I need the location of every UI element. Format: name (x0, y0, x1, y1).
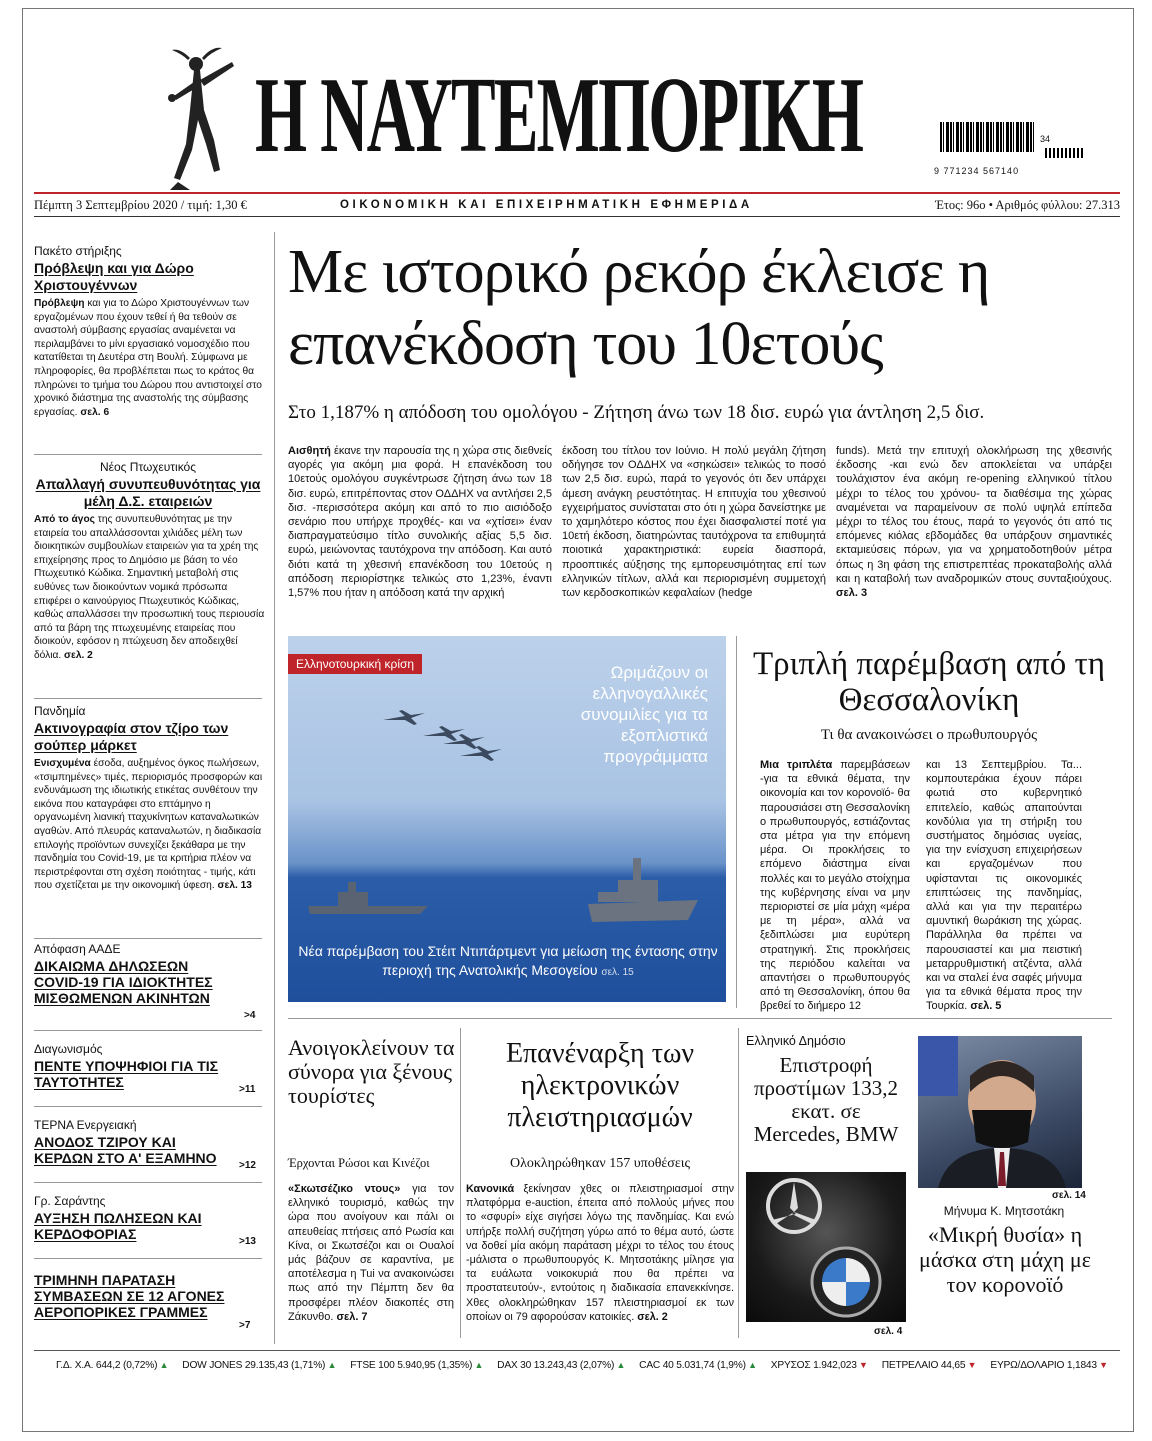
main-headline[interactable]: Με ιστορικό ρεκόρ έκλεισε η επανέκδοση του 10ετούς (288, 238, 990, 378)
divider (34, 698, 262, 699)
kicker: ΤΕΡΝΑ Ενεργειακή (34, 1118, 137, 1132)
masthead-title: Η ΝΑΥΤΕΜΠΟΡΙΚΗ (255, 56, 863, 175)
borders-subhead: Έρχονται Ρώσοι και Κινέζοι (288, 1156, 430, 1170)
ticker-item (350, 1360, 483, 1378)
sidebar-story-2 (34, 460, 266, 663)
kicker: Απόφαση ΑΑΔΕ (34, 942, 121, 956)
ticker-value: 5.940,95 (1,35%) (397, 1360, 473, 1371)
thess-headline[interactable]: Τριπλή παρέμβαση από τη Θεσσαλονίκη (753, 646, 1105, 718)
date-price: Πέμπτη 3 Σεπτεμβρίου 2020 / τιμή: 1,30 € (34, 198, 247, 212)
car-logos-photo (746, 1172, 906, 1322)
mercedes-bmw-logo-icon (746, 1172, 906, 1322)
story-body: Από το άγος της συνυπευθυνότητας με την εταιρεία του απαλλάσσονται χιλιάδες μέλη των διοικητικών συμβουλίων εταιρειών για τα χρέη της επιχείρησης προς το Δημόσιο με βάση το νέο Πτωχευτικό Κώδικα. Σημαντική μεταβολή στις ευθύνες των διοικούντων νομικά πρόσωπα επιφέρει ο καινούργιος Πτωχευτικός Κώδικας, καθώς απαλλάσσει την προσωπική τους περιουσία από τα βάρη της πτωχευμένης εταιρείας που διοικούν, εφόσον η πτώχευση δεν αποδειχθεί δόλια. σελ. 2 (34, 513, 265, 661)
up-arrow-icon: ▲ (614, 1360, 626, 1370)
sidebar-brief-2[interactable] (34, 1042, 266, 1095)
kicker: Γρ. Σαράντης (34, 1194, 106, 1208)
page-ref: >13 (239, 1236, 256, 1247)
up-arrow-icon: ▲ (745, 1360, 757, 1370)
borders-headline[interactable]: Ανοιγοκλείνουν τα σύνορα για ξένους τουρίστες (288, 1035, 455, 1108)
main-col-3: funds). Μετά την επιτυχή ολοκλήρωση της χθεσινής έκδοσης -και ενώ δεν αποκλείεται να υπάρξει τουλάχιστον ένα ακόμη re-opening ελληνικού τίτλου μέχρι το τέλος του χρόνου- τα διαθέσιμα της χώρας αναμένεται να παραμείνουν σε πολύ υψηλά επίπεδα μέχρι το τέλος του έτους, παρά το γεγονός ότι από τις επόμενες κιόλας εβδομάδες θα υπάρξουν σημαντικές εκταμιεύσεις πόρων, για να χρηματοδοτηθούν μέτρα όπως η 3η φάση της επιστρεπτέας προκαταβολής αλλά και η καταβολή των αναδρομικών στους συνταξιούχους. σελ. 3 (836, 445, 1112, 600)
sidebar-brief-3[interactable] (34, 1118, 266, 1171)
story-headline[interactable]: Πρόβλεψη και για Δώρο Χριστουγέννων (34, 260, 194, 293)
pm-kicker: Μήνυμα Κ. Μητσοτάκη (943, 1204, 1065, 1218)
sidebar-brief-5[interactable] (34, 1272, 266, 1331)
page-ref: >12 (239, 1160, 256, 1171)
brief-headline[interactable]: ΤΡΙΜΗΝΗ ΠΑΡΑΤΑΣΗ ΣΥΜΒΑΣΕΩΝ ΣΕ 12 ΑΓΟΝΕΣ ΑΕΡΟΠΟΡΙΚΕΣ ΓΡΑΜΜΕΣ (34, 1272, 225, 1320)
ticker-label: Γ.Δ. Χ.Α. (56, 1360, 96, 1371)
photo-banner: Ελληνοτουρκική κρίση (288, 654, 422, 674)
divider (34, 1182, 262, 1183)
ticker-value: 5.031,74 (1,9%) (676, 1360, 746, 1371)
ticker-label: ΕΥΡΩ/ΔΟΛΑΡΙΟ (990, 1360, 1067, 1371)
thess-subhead: Τι θα ανακοινώσει ο πρωθυπουργός (820, 727, 1038, 743)
pm-headline[interactable]: «Μικρή θυσία» η μάσκα στη μάχη με τον κορονοϊό (919, 1222, 1091, 1297)
thess-col-2: και 13 Σεπτεμβρίου. Τα... κομπουτεράκια έχουν πάρει φωτιά στο κυβερνητικό επιτελείο, καθώς απαιτούνται κονδύλια για τη στήριξη του συστήματος δημόσιας υγείας, για την ενίσχυση επιχειρήσεων και εργαζομένων που υφίστανται τις οικονομικές επιπτώσεις της πανδημίας, αλλά και για την περαιτέρω αμυντική θωράκιση της χώρας. Παράλληλα θα πρέπει να παρουσιαστεί και μια πειστική μεταρρυθμιστική ατζέντα, αλλά και να σταλεί ένα σαφές μήνυμα για τα εθνικά θέματα προς την Τουρκία. σελ. 5 (926, 759, 1082, 1013)
photo-headline[interactable]: Ωριμάζουν οι ελληνογαλλικές συνομιλίες για τα εξοπλιστικά προγράμματα (580, 663, 708, 766)
ticker-rule (34, 1350, 1120, 1351)
sidebar-brief-4[interactable] (34, 1194, 266, 1247)
ticker-value: 1,1843 (1066, 1360, 1097, 1371)
pm-ref: σελ. 14 (1052, 1190, 1086, 1201)
page-ref: >11 (239, 1084, 256, 1095)
story-body: Ενισχυμένα έσοδα, αυξημένος όγκος πωλήσεων, «τσιμπημένες» τιμές, περιορισμός προσφορών και ενδυνάμωση της ιδιωτικής ετικέτας συνθέτουν την εικόνα που καταγράφει στο επτάμηνο η οργανωμένη λιανική τταχυκίνητων καταναλωτικών αγαθών. Από πλευράς καταναλωτών, η διαδικασία επιλογής προϊόντων συνεχίζει ξεκάθαρα με την πανδημία του Covid-19, με τα κριτήρια πλέον να περιστρέφονται στη σχέση ποιότητας - τιμής, κάτι που σχετίζεται με την οικονομική ύφεση. σελ. 13 (34, 757, 263, 892)
barcode-number: 9 771234 567140 (934, 166, 1020, 176)
masked-man-portrait-icon (918, 1036, 1082, 1188)
divider (34, 454, 262, 455)
auctions-body: Κανονικά ξεκίνησαν χθες οι πλειστηριασμοί στην πλατφόρμα e-auction, έπειτα από πολλούς μήνες που το «σφυρί» είχε σιγήσει λόγω της πανδημίας. Και ενώ υπήρξε πολλή συζήτηση γύρω από το θέμα αυτό, ώστε να δοθεί μία ακόμη παράταση μέχρι το τέλος του έτους -μάλιστα ο πρωθυπουργός Κ. Μητσοτάκης μίλησε για τα ευάλωτα νοικοκυριά που θα πρέπει να προστατευτούν-, εντούτοις η διαδικασία επανεκκίνησε. Χθες ολοκληρώθηκαν 157 πλειστηριασμοί εκ των οποίων οι 79 αφορούσαν κατοικίες. σελ. 2 (466, 1183, 734, 1323)
ticker-item (182, 1360, 336, 1378)
kicker: Πανδημία (34, 704, 86, 718)
barcode-addon-number: 34 (1040, 134, 1051, 144)
masthead-rule-bottom (34, 216, 1120, 217)
brief-headline[interactable]: ΔΙΚΑΙΩΜΑ ΔΗΛΩΣΕΩΝ COVID-19 ΓΙΑ ΙΔΙΟΚΤΗΤΕΣ ΜΙΣΘΩΜΕΝΩΝ ΑΚΙΝΗΤΩΝ (34, 958, 213, 1006)
hermes-logo-icon (160, 40, 242, 200)
ticker-value: 644,2 (0,72%) (95, 1360, 158, 1371)
divider (288, 1018, 1112, 1019)
down-arrow-icon: ▼ (1096, 1360, 1108, 1370)
page-ref: >7 (239, 1320, 251, 1331)
main-col-1: Αισθητή έκανε την παρουσία της η χώρα στις διεθνείς αγορές για ακόμη μια φορά. Η επανέκδοση του 10ετούς ομολόγου συγκέντρωσε ζήτηση άνω των 18 δισ. ευρώ, επιτρέποντας στον ΟΔΔΗΧ να αντλήσει 2,5 δισ. -περισσότερα ακόμη και από το πιο αισιόδοξο σενάριο που υπήρχε προχθές- και να «χτίσει» έναν διαπραγματεύσιμο τίτλο συνολικής αξίας 5,5 δισ. ευρώ, μειώνοντας ταυτόχρονα την απόδοση. Και αυτό διότι κατά τη χθεσινή επανέκδοση του 10ετούς η απόδοση περιορίστηκε τελικώς στο 1,23%, έναντι 1,57% που ήταν η απόδοση κατά την αρχική (288, 445, 552, 600)
ticker-label: DOW JONES (182, 1360, 245, 1371)
barcode (940, 122, 1036, 152)
column-rule (736, 636, 737, 1008)
issue-number: Έτος: 96ο • Αριθμός φύλλου: 27.313 (935, 198, 1120, 212)
up-arrow-icon: ▲ (472, 1360, 484, 1370)
main-subhead: Στο 1,187% η απόδοση του ομολόγου - Ζήτηση άνω των 18 δισ. ευρώ για άντληση 2,5 δισ. (288, 402, 985, 423)
story-headline[interactable]: Απαλλαγή συνυπευθυνότητας για μέλη Δ.Σ. εταιρειών (35, 476, 261, 509)
brief-headline[interactable]: ΑΝΟΔΟΣ ΤΖΙΡΟΥ ΚΑΙ ΚΕΡΔΩΝ ΣΤΟ Α' ΕΞΑΜΗΝΟ (34, 1134, 217, 1166)
ticker-label: DAX 30 (497, 1360, 534, 1371)
ticker-value: 13.243,43 (2,07%) (533, 1360, 615, 1371)
story-body: Πρόβλεψη και για το Δώρο Χριστουγέννων των εργαζομένων που έχουν τεθεί ή θα τεθούν σε αναστολή σύμβασης εργασίας αναμένεται να περιλαμβάνει το μίνι εργασιακό νομοσχέδιο που κατατίθεται τη Δευτέρα στη Βουλή. Σύμφωνα με πληροφορίες, θα προβλέπεται πως το κράτος θα πληρώνει το τμήμα του Δώρου που αντιστοιχεί στο χρονικό διάστημα της αναστολής της σύμβασης εργασίας. σελ. 6 (34, 297, 262, 418)
sidebar-story-1 (34, 244, 266, 419)
brief-headline[interactable]: ΠΕΝΤΕ ΥΠΟΨΗΦΙΟΙ ΓΙΑ ΤΙΣ ΤΑΥΤΟΤΗΤΕΣ (34, 1058, 219, 1090)
brief-headline[interactable]: ΑΥΞΗΣΗ ΠΩΛΗΣΕΩΝ ΚΑΙ ΚΕΡΔΟΦΟΡΙΑΣ (34, 1210, 202, 1242)
column-rule (274, 232, 275, 1344)
kicker: Νέος Πτωχευτικός (99, 460, 197, 474)
column-rule (738, 1028, 739, 1338)
naval-photo[interactable] (288, 636, 726, 1002)
fines-kicker: Ελληνικό Δημόσιο (746, 1034, 846, 1048)
masthead-subtitle: ΟΙΚΟΝΟΜΙΚΗ ΚΑΙ ΕΠΙΧΕΙΡΗΜΑΤΙΚΗ ΕΦΗΜΕΡΙΔΑ (340, 199, 753, 211)
ticker-item (882, 1360, 977, 1378)
ticker-label: ΧΡΥΣΟΣ (770, 1360, 814, 1371)
barcode-addon (1045, 148, 1083, 158)
ticker-value: 29.135,43 (1,71%) (244, 1360, 326, 1371)
ticker-value: 1.942,023 (813, 1360, 857, 1371)
thess-col-1: Μια τριπλέτα παρεμβάσεων -για τα εθνικά θέματα, την οικονομία και τον κορονοϊό- θα παρουσιάσει στη Θεσσαλονίκη ο πρωθυπουργός, εστιάζοντας στα μέτρα για την επόμενη μέρα. Οι προκλήσεις το επόμενο διάστημα είναι πολλές και το μεγάλο στοίχημα της κυβέρνησης είναι να μην περιοριστεί σε μία μάχη «μέρα με τη μέρα», αλλά να ξεδιπλώσει μια ευρύτερη στρατηγική. Στις προκλήσεις της περιόδου καλείται να απαντήσει ο πρωθυπουργός από τη Θεσσαλονίκη, όπου θα βρεθεί το διήμερο 12 (760, 759, 910, 1013)
divider (34, 938, 262, 939)
ticker-item (990, 1360, 1108, 1378)
auctions-subhead: Ολοκληρώθηκαν 157 υποθέσεις (509, 1156, 691, 1171)
ticker-label: CAC 40 (639, 1360, 677, 1371)
kicker: Διαγωνισμός (34, 1042, 103, 1056)
divider (34, 1258, 262, 1259)
main-col-2: έκδοση του τίτλου τον Ιούνιο. Η πολύ μεγάλη ζήτηση οδήγησε τον ΟΔΔΗΧ να «σηκώσει» τελικώς το ποσό των 2,5 δισ. ευρώ, παρά το γεγονός ότι δεν υπάρχει άμεση ανάγκη ρευστότητας. Η επιτυχία του χθεσινού εγχειρήματος συνίσταται στο ότι η χώρα δανείστηκε με το χαμηλότερο κόστος που έχει διασφαλιστεί ποτέ για 10ετή έκδοση, διατηρώντας ταυτόχρονα τα επιθυμητά ποιοτικά χαρακτηριστικά: ευρεία διασπορά, προοπτικές αύξησης της εμπορευσιμότητας επί των ελληνικών τίτλων, αλλά και περιορισμένη συμμετοχή των κερδοσκοπικών κεφαλαίων (hedge (562, 445, 826, 600)
up-arrow-icon: ▲ (157, 1360, 169, 1370)
page-ref: >4 (244, 1010, 256, 1021)
down-arrow-icon: ▼ (965, 1360, 977, 1370)
borders-body: «Σκωτσέζικο ντους» για τον ελληνικό τουρισμό, καθώς την ώρα που ανοίγουν και πάλι οι απευθείας πτήσεις από Ρωσία και Κίνα, οι Σκωτσέζοι και οι Ουαλοί μάς βάζουν σε καραντίνα, με αποτέλεσμα η Tui να ανακοινώσει πως από την Πέμπτη δεν θα προσφέρει πλέον διακοπές στη Ζάκυνθο. σελ. 7 (288, 1183, 454, 1323)
divider (34, 1106, 262, 1107)
fines-headline[interactable]: Επιστροφή προστίμων 133,2 εκατ. σε Mercedes, BMW (753, 1053, 899, 1146)
ticker-item (771, 1360, 868, 1378)
sidebar-brief-1[interactable] (34, 942, 266, 1021)
masthead-rule (34, 192, 1120, 194)
ticker-item (56, 1360, 168, 1378)
ticker-label: ΠΕΤΡΕΛΑΙΟ (881, 1360, 941, 1371)
ticker-value: 44,65 (940, 1360, 966, 1371)
ticker-item (497, 1360, 625, 1378)
sidebar-story-3 (34, 704, 266, 893)
story-headline[interactable]: Ακτινογραφία στον τζίρο των σούπερ μάρκετ (34, 720, 229, 753)
market-ticker (56, 1360, 1126, 1378)
ticker-item (639, 1360, 757, 1378)
fines-ref: σελ. 4 (874, 1326, 903, 1337)
photo-caption: Νέα παρέμβαση του Στέιτ Ντιπάρτμεντ για μείωση της έντασης στην περιοχή της Ανατολικής Μεσογείου σελ. 15 (298, 943, 718, 978)
pm-photo[interactable] (918, 1036, 1082, 1188)
column-rule (460, 1028, 461, 1338)
down-arrow-icon: ▼ (856, 1360, 868, 1370)
up-arrow-icon: ▲ (325, 1360, 337, 1370)
ticker-label: FTSE 100 (350, 1360, 398, 1371)
kicker: Πακέτο στήριξης (34, 244, 122, 258)
auctions-headline[interactable]: Επανέναρξη των ηλεκτρονικών πλειστηριασμών (505, 1038, 695, 1133)
divider (34, 1030, 262, 1031)
